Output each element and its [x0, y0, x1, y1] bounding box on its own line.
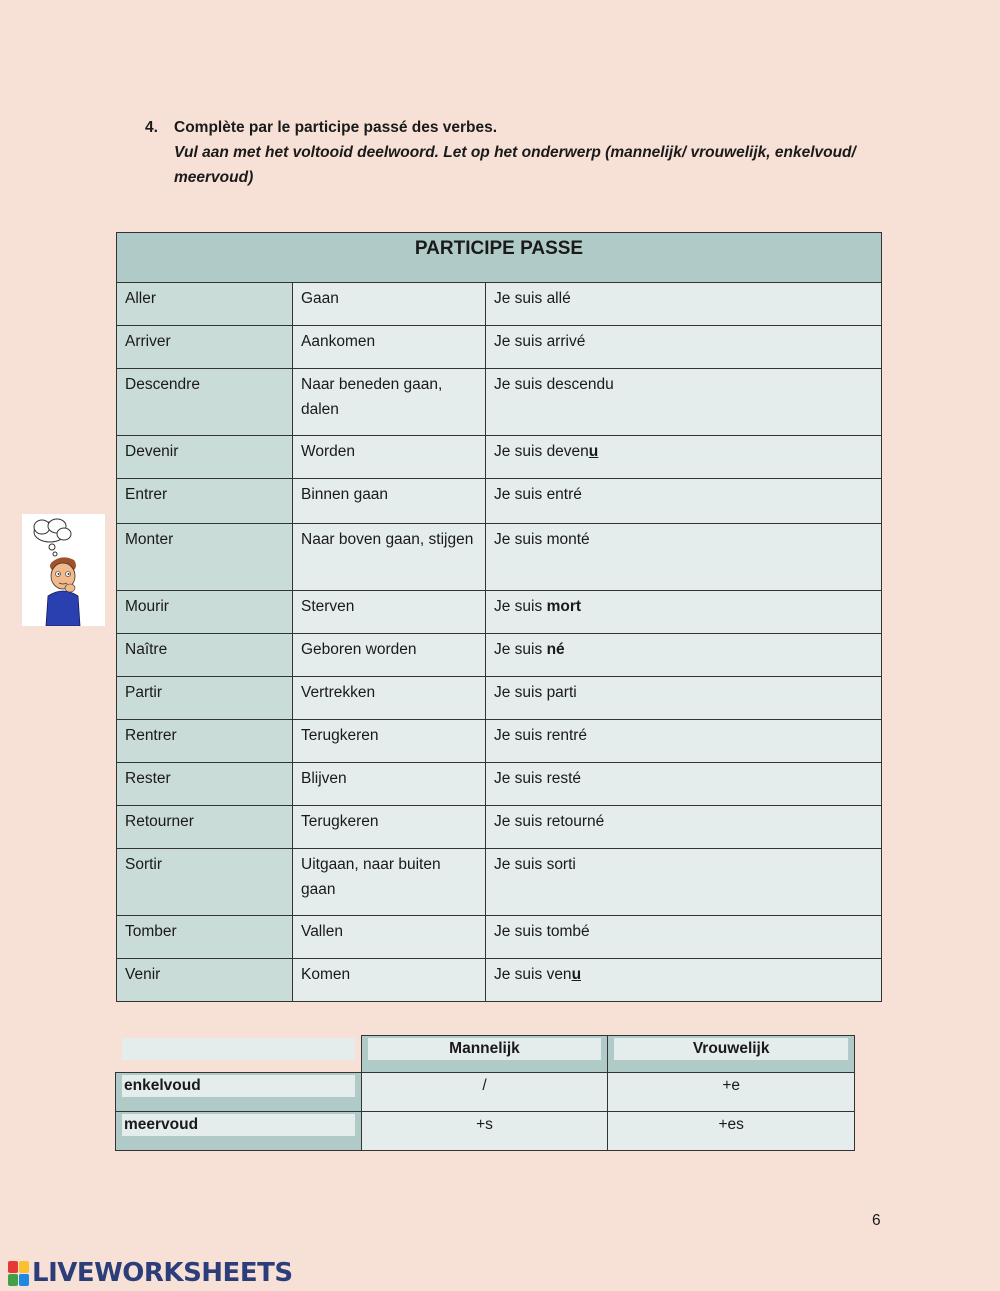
participle-example-cell: [486, 959, 882, 1002]
french-verb-cell: Aller: [117, 283, 293, 326]
verb-row: [117, 326, 882, 369]
dutch-translation-cell: Sterven: [293, 591, 486, 634]
french-verb-cell: Devenir: [117, 436, 293, 479]
participle-stem: entré: [546, 486, 582, 503]
dutch-translation-cell: Geboren worden: [293, 634, 486, 677]
participle-stem: sorti: [546, 856, 576, 873]
instructions: [145, 115, 905, 190]
participle-stem: tombé: [546, 923, 590, 940]
french-verb-cell: Arriver: [117, 326, 293, 369]
header-masculine: Mannelijk: [361, 1036, 608, 1073]
participle-stem: né: [546, 641, 565, 658]
french-verb-cell: Sortir: [117, 849, 293, 916]
logo-tile: [19, 1274, 29, 1286]
example-prefix: Je suis: [494, 813, 547, 830]
participle-example-cell: [486, 849, 882, 916]
header-feminine: Vrouwelijk: [608, 1036, 855, 1073]
verb-row: [117, 591, 882, 634]
example-prefix: Je suis: [494, 727, 547, 744]
example-prefix: Je suis: [494, 486, 547, 503]
verb-row: [117, 436, 882, 479]
example-prefix: Je suis: [494, 856, 547, 873]
example-prefix: Je suis: [494, 443, 547, 460]
singular-masculine-cell: /: [361, 1073, 608, 1112]
verb-row: [117, 369, 882, 436]
participle-stem: allé: [546, 290, 571, 307]
participle-ending: u: [571, 966, 582, 983]
french-verb-cell: Descendre: [117, 369, 293, 436]
exercise-number: 4.: [145, 119, 158, 136]
verb-row: [117, 479, 882, 524]
verb-row: [117, 720, 882, 763]
verb-row: [117, 763, 882, 806]
participle-example-cell: [486, 479, 882, 524]
participle-example-cell: [486, 763, 882, 806]
page-number: 6: [872, 1212, 881, 1229]
plural-masculine-cell: +s: [361, 1112, 608, 1151]
participle-example-cell: [486, 806, 882, 849]
french-verb-cell: Mourir: [117, 591, 293, 634]
participle-stem: arrivé: [546, 333, 586, 350]
participle-example-cell: [486, 326, 882, 369]
dutch-translation-cell: Blijven: [293, 763, 486, 806]
verb-row: [117, 916, 882, 959]
agreement-rules-table: [115, 1035, 855, 1151]
french-verb-cell: Naître: [117, 634, 293, 677]
french-verb-cell: Tomber: [117, 916, 293, 959]
participle-stem: deven: [546, 443, 589, 460]
participle-ending: u: [588, 443, 599, 460]
verb-row: [117, 959, 882, 1002]
singular-feminine-cell: +e: [608, 1073, 855, 1112]
dutch-translation-cell: Worden: [293, 436, 486, 479]
verb-row: [117, 806, 882, 849]
instruction-french: 4. Complète par le participe passé des verbes.: [145, 115, 905, 140]
example-prefix: Je suis: [494, 531, 547, 548]
participle-stem: mort: [546, 598, 582, 615]
dutch-translation-cell: Naar boven gaan, stijgen: [293, 524, 486, 591]
verb-row: [117, 524, 882, 591]
french-verb-cell: Monter: [117, 524, 293, 591]
dutch-translation-cell: Naar beneden gaan, dalen: [293, 369, 486, 436]
thinking-boy-image: [22, 514, 105, 626]
participle-example-cell: [486, 720, 882, 763]
dutch-translation-cell: Aankomen: [293, 326, 486, 369]
participle-example-cell: [486, 916, 882, 959]
french-verb-cell: Rentrer: [117, 720, 293, 763]
plural-feminine-cell: +es: [608, 1112, 855, 1151]
example-prefix: Je suis: [494, 770, 547, 787]
rules-row-singular: [116, 1073, 855, 1112]
row-label-singular: enkelvoud: [116, 1073, 362, 1112]
logo-tile: [8, 1274, 18, 1286]
example-prefix: Je suis: [494, 923, 547, 940]
rules-header-row: [116, 1036, 855, 1073]
french-verb-cell: Rester: [117, 763, 293, 806]
participle-stem: parti: [546, 684, 577, 701]
french-verb-cell: Entrer: [117, 479, 293, 524]
participle-example-cell: [486, 677, 882, 720]
participle-stem: ven: [546, 966, 572, 983]
table-title: PARTICIPE PASSE: [117, 233, 882, 283]
instruction-dutch: Vul aan met het voltooid deelwoord. Let op het onderwerp (mannelijk/ vrouwelijk, enkelvoud/ meervoud): [174, 144, 856, 186]
logo-tile: [19, 1261, 29, 1273]
example-prefix: Je suis: [494, 641, 547, 658]
dutch-translation-cell: Terugkeren: [293, 720, 486, 763]
row-label-plural: meervoud: [116, 1112, 362, 1151]
dutch-translation-cell: Komen: [293, 959, 486, 1002]
verb-row: [117, 677, 882, 720]
dutch-translation-cell: Vertrekken: [293, 677, 486, 720]
participle-example-cell: [486, 283, 882, 326]
participle-stem: resté: [546, 770, 582, 787]
dutch-translation-cell: Vallen: [293, 916, 486, 959]
logo-mark-icon: [8, 1261, 29, 1286]
dutch-translation-cell: Terugkeren: [293, 806, 486, 849]
french-verb-cell: Venir: [117, 959, 293, 1002]
example-prefix: Je suis: [494, 684, 547, 701]
participle-example-cell: [486, 436, 882, 479]
participe-passe-table: [116, 232, 882, 1002]
liveworksheets-logo: [8, 1258, 293, 1288]
dutch-translation-cell: Binnen gaan: [293, 479, 486, 524]
french-verb-cell: Partir: [117, 677, 293, 720]
example-prefix: Je suis: [494, 376, 547, 393]
rules-row-plural: [116, 1112, 855, 1151]
participle-example-cell: [486, 591, 882, 634]
example-prefix: Je suis: [494, 290, 547, 307]
participle-stem: retourné: [546, 813, 605, 830]
verb-row: [117, 634, 882, 677]
verb-row: [117, 283, 882, 326]
example-prefix: Je suis: [494, 598, 547, 615]
participle-stem: monté: [546, 531, 590, 548]
dutch-translation-cell: Gaan: [293, 283, 486, 326]
participle-stem: rentré: [546, 727, 588, 744]
verb-row: [117, 849, 882, 916]
example-prefix: Je suis: [494, 333, 547, 350]
example-prefix: Je suis: [494, 966, 547, 983]
dutch-translation-cell: Uitgaan, naar buiten gaan: [293, 849, 486, 916]
participle-example-cell: [486, 524, 882, 591]
empty-corner-cell: [116, 1036, 362, 1073]
logo-text: LIVEWORKSHEETS: [32, 1258, 293, 1288]
participle-example-cell: [486, 369, 882, 436]
logo-tile: [8, 1261, 18, 1273]
french-verb-cell: Retourner: [117, 806, 293, 849]
participle-example-cell: [486, 634, 882, 677]
participle-stem: descendu: [546, 376, 614, 393]
